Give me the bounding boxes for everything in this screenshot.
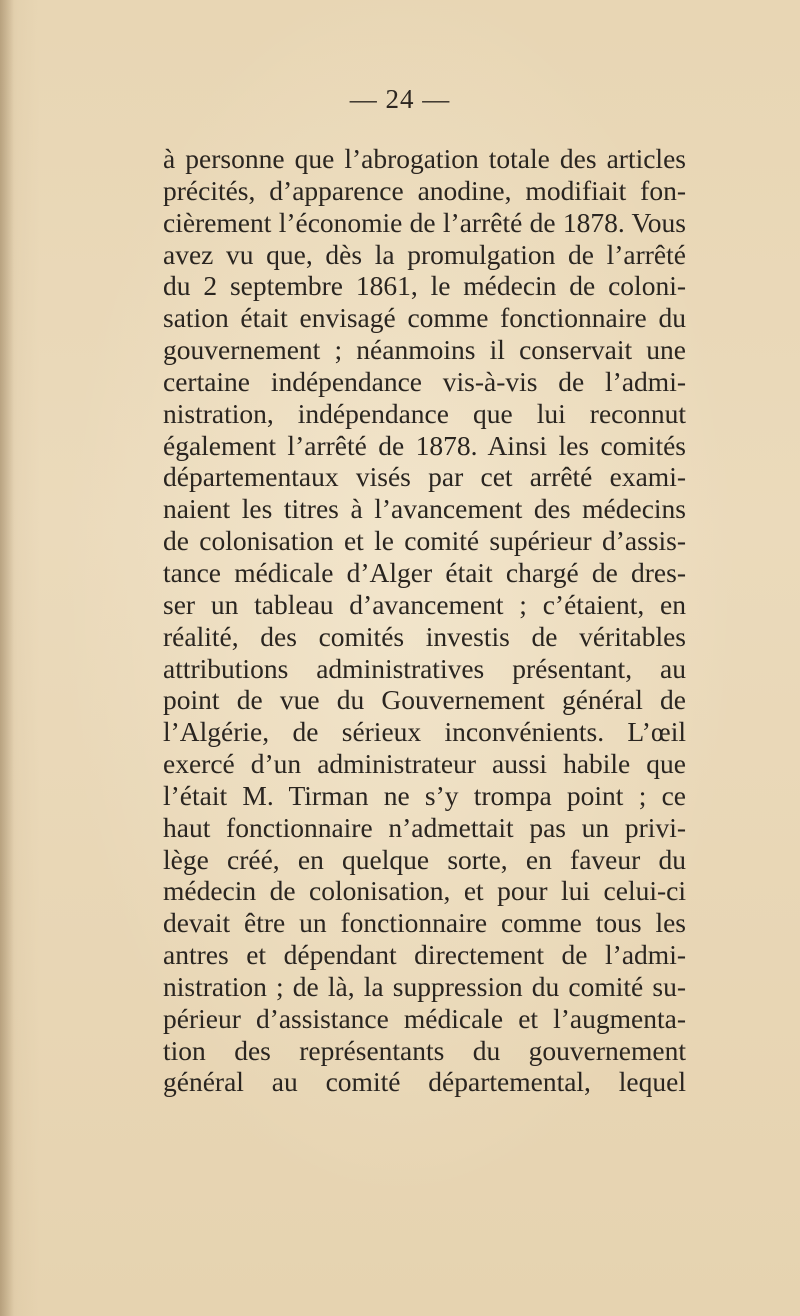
text-line: sation était envisagé comme fonctionnaire du xyxy=(163,302,686,334)
body-text xyxy=(163,143,686,1098)
text-line: général au comité départemental, lequel xyxy=(163,1066,686,1098)
text-line: réalité, des comités investis de véritables xyxy=(163,620,686,652)
text-line: également l’arrêté de 1878. Ainsi les comités xyxy=(163,429,686,461)
text-line: gouvernement ; néanmoins il conservait une xyxy=(163,334,686,366)
text-line: l’était M. Tirman ne s’y trompa point ; ce xyxy=(163,779,686,811)
text-line: devait être un fonctionnaire comme tous les xyxy=(163,907,686,939)
text-line: tion des représentants du gouvernement xyxy=(163,1034,686,1066)
text-line: lège créé, en quelque sorte, en faveur du xyxy=(163,843,686,875)
text-line: naient les titres à l’avancement des médecins xyxy=(163,493,686,525)
text-line: précités, d’apparence anodine, modifiait fon- xyxy=(163,174,686,206)
text-line: départementaux visés par cet arrêté exami- xyxy=(163,461,686,493)
text-line: haut fonctionnaire n’admettait pas un privi- xyxy=(163,811,686,843)
text-line: de colonisation et le comité supérieur d’assis- xyxy=(163,525,686,557)
text-line: l’Algérie, de sérieux inconvénients. L’œil xyxy=(163,716,686,748)
page-number: — 24 — xyxy=(349,84,451,114)
text-line: attributions administratives présentant, au xyxy=(163,652,686,684)
text-line: tance médicale d’Alger était chargé de dres- xyxy=(163,556,686,588)
text-line: ser un tableau d’avancement ; c’étaient, en xyxy=(163,588,686,620)
text-line: à personne que l’abrogation totale des articles xyxy=(163,143,686,174)
text-line: du 2 septembre 1861, le médecin de coloni- xyxy=(163,270,686,302)
text-line: exercé d’un administrateur aussi habile que xyxy=(163,748,686,780)
text-line: médecin de colonisation, et pour lui celui-ci xyxy=(163,875,686,907)
text-line: nistration ; de là, la suppression du comité su- xyxy=(163,970,686,1002)
text-line: point de vue du Gouvernement général de xyxy=(163,684,686,716)
text-line: nistration, indépendance que lui reconnut xyxy=(163,397,686,429)
page-binding-shadow xyxy=(0,0,14,1316)
text-line: avez vu que, dès la promulgation de l’arrêté xyxy=(163,238,686,270)
text-line: certaine indépendance vis-à-vis de l’admi- xyxy=(163,365,686,397)
text-line: antres et dépendant directement de l’admi- xyxy=(163,939,686,971)
text-line: cièrement l’économie de l’arrêté de 1878. Vous xyxy=(163,206,686,238)
text-line: périeur d’assistance médicale et l’augmenta- xyxy=(163,1002,686,1034)
